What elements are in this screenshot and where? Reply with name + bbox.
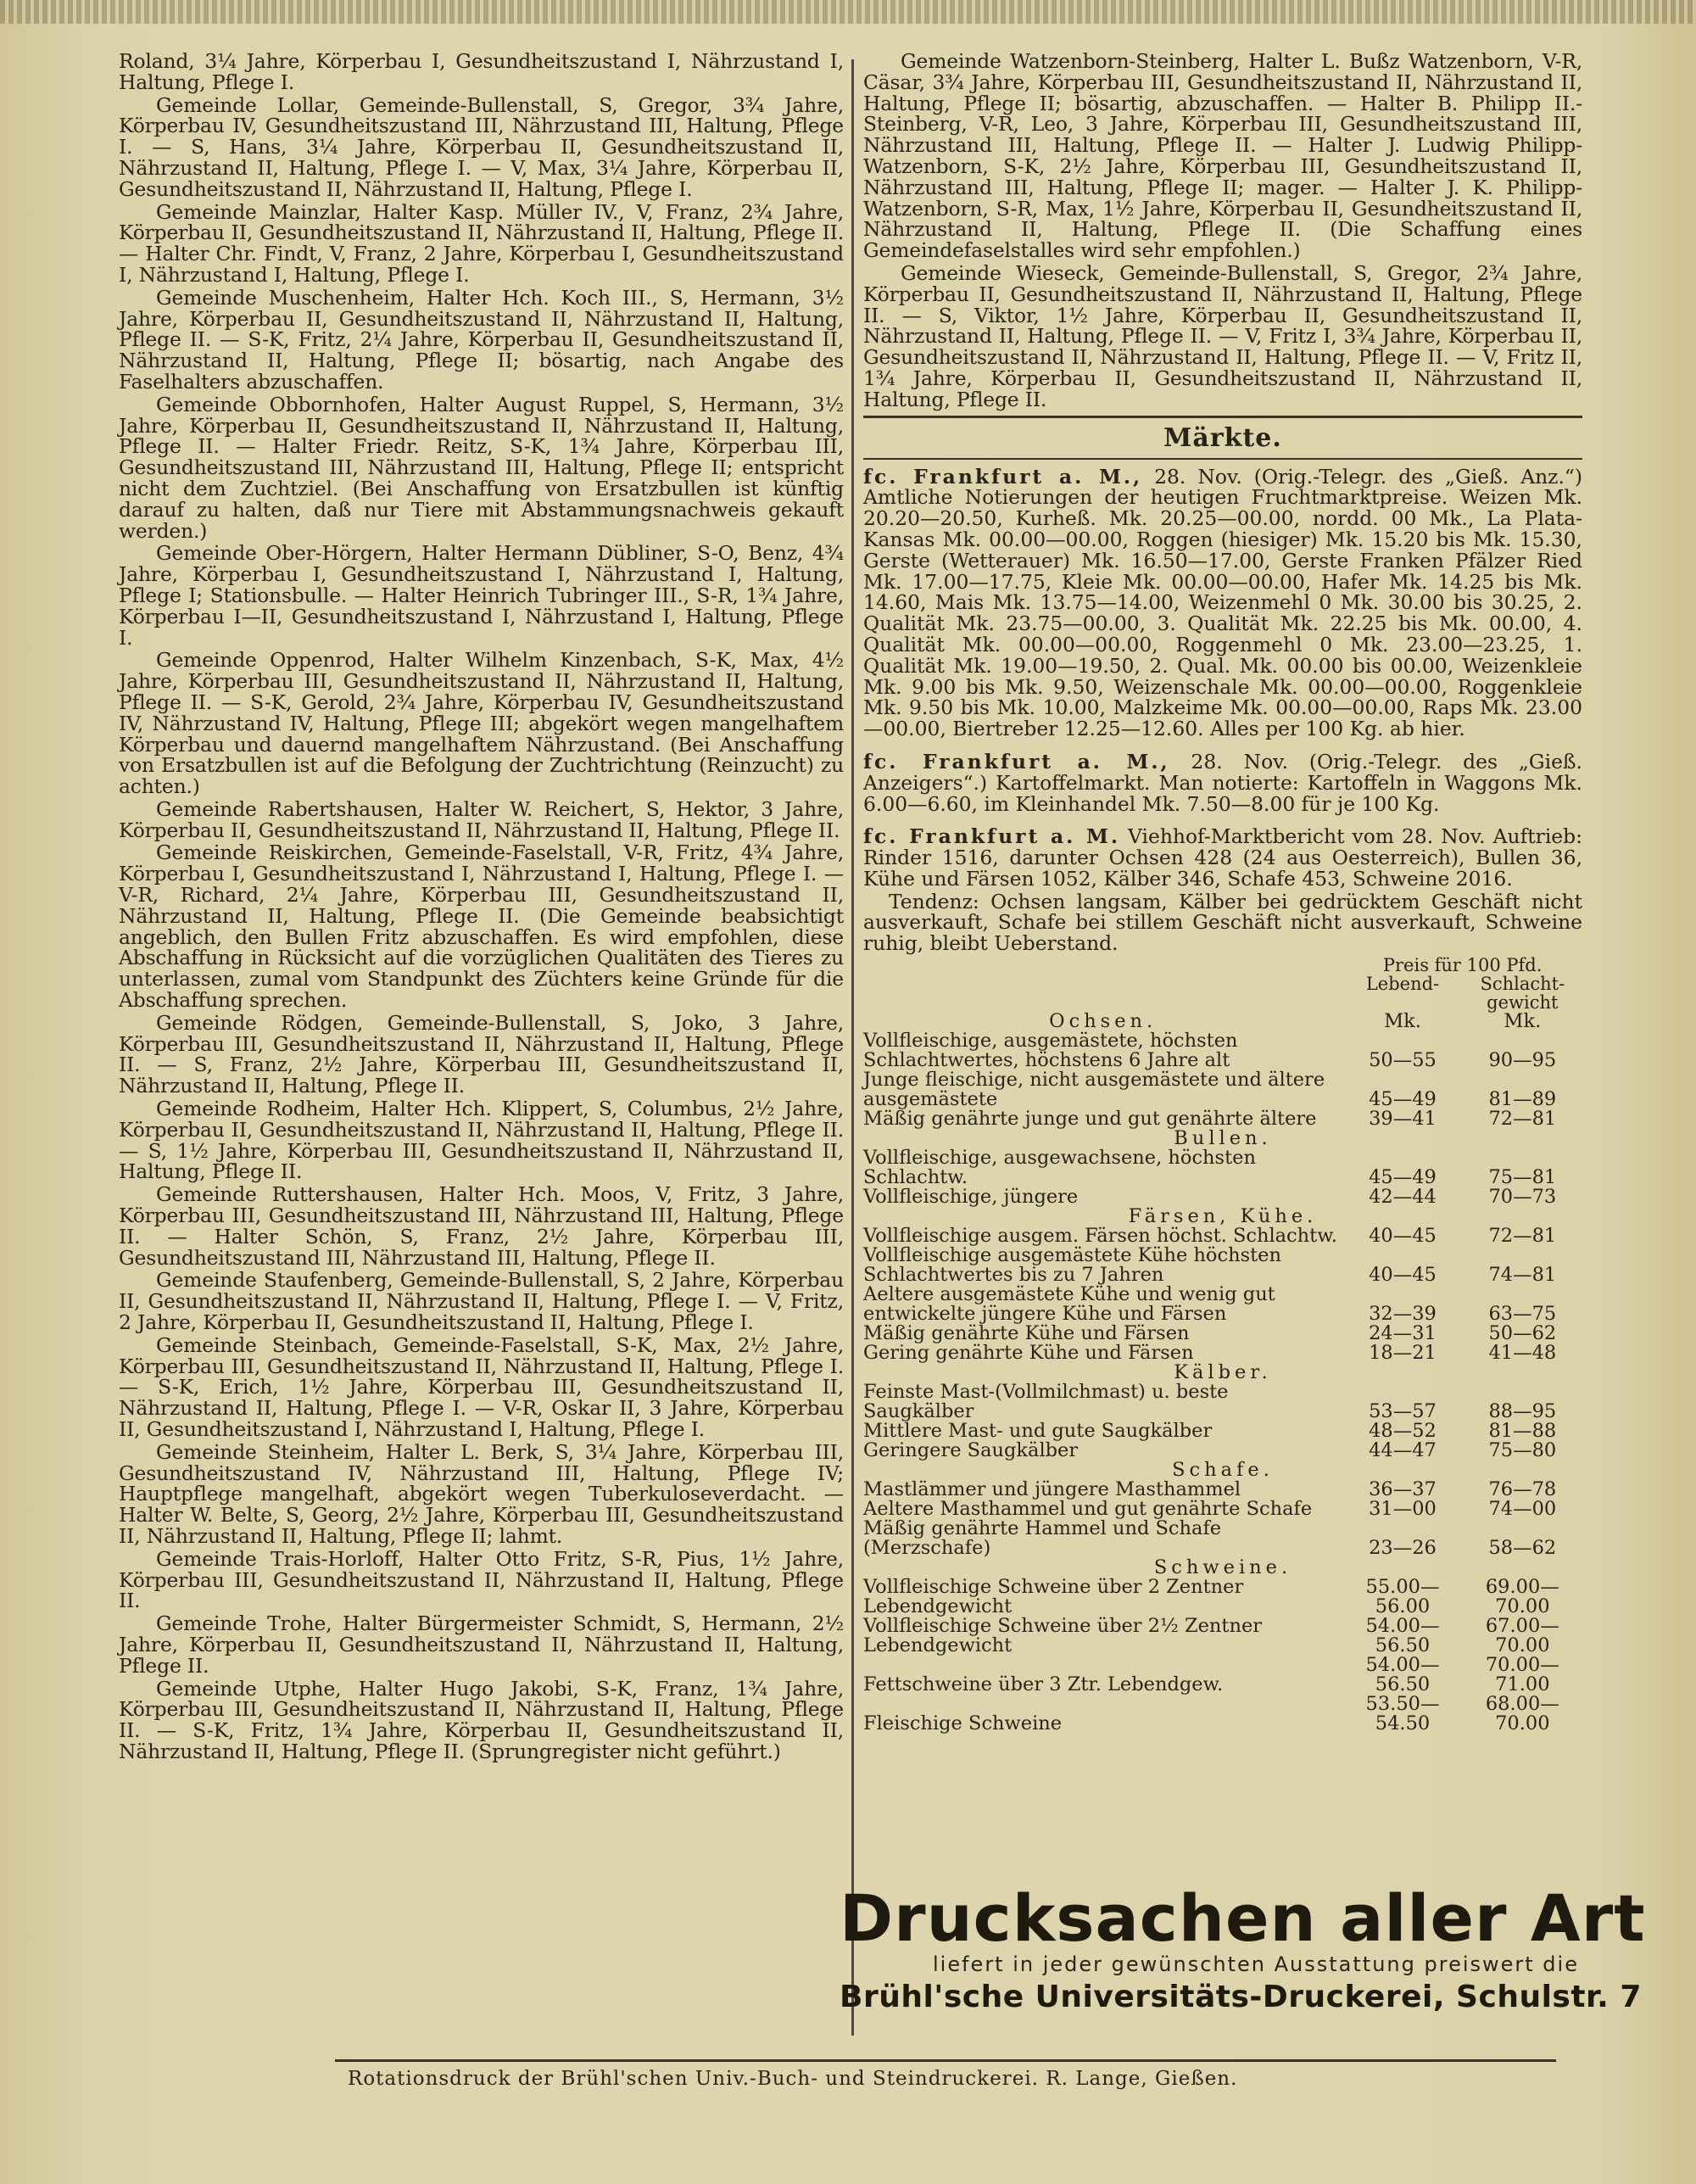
price-row-label: Mäßig genährte Hammel und Schafe (Merzschafe) — [863, 1517, 1222, 1560]
breeding-bull-entry: Gemeinde Steinbach, Gemeinde-Faselstall, S-K, Max, 2½ Jahre, Körperbau III, Gesundheitszustand II, Nährzustand II, Haltung, Pflege I. — S-K, Erich, 1½ Jahre, Körperbau III, Gesundheitszustand II, Nährzustand II, Haltung, Pflege I. — V-R, Oskar II, 3 Jahre, Körperbau II, Gesundheitszustand I, Nährzustand I, Haltung, Pflege I. — [119, 1332, 844, 1441]
price-row — [863, 1246, 1582, 1285]
price-row-label: Vollfleischige Schweine über 2 Zentner Lebendgewicht — [863, 1576, 1244, 1618]
price-live-weight: 24—31 — [1369, 1322, 1437, 1345]
price-live-weight: 54.00—56.50 — [1365, 1654, 1440, 1696]
unit-slaughter: Mk. — [1504, 1010, 1542, 1033]
breeding-bull-entry: Gemeinde Watzenborn-Steinberg, Halter L. Bußz Watzenborn, V-R, Cäsar, 3¾ Jahre, Körperbau III, Gesundheitszustand II, Nährzustand II, Haltung, Pflege II; bösartig, abzuschaffen. — Halter B. Philipp II.-Steinberg, V-R, Leo, 3 Jahre, Körperbau III, Gesundheitszustand III, Nährzustand III, Haltung, Pflege II. — Halter J. Ludwig Philipp-Watzenborn, S-K, 2½ Jahre, Körperbau III, Gesundheitszustand II, Nährzustand III, Haltung, Pflege II; mager. — Halter J. K. Philipp-Watzenborn, S-R, Max, 1½ Jahre, Körperbau II, Gesundheitszustand II, Nährzustand II, Haltung, Pflege II. (Die Schaffung eines Gemeindefaselstalles wird sehr empfohlen.) — [863, 49, 1582, 263]
footer-rule — [335, 2059, 1556, 2062]
price-live-weight: 48—52 — [1369, 1420, 1437, 1443]
price-slaughter-weight: 69.00—70.00 — [1485, 1576, 1559, 1618]
price-slaughter-weight: 76—78 — [1488, 1478, 1557, 1501]
price-slaughter-weight: 72—81 — [1488, 1108, 1557, 1131]
price-live-weight: 18—21 — [1369, 1342, 1437, 1365]
right-column — [863, 51, 1582, 1734]
livestock-price-table — [863, 956, 1582, 1734]
price-slaughter-weight: 75—81 — [1488, 1166, 1557, 1189]
price-row-label: Vollfleischige ausgemästete Kühe höchsten Schlachtwertes bis zu 7 Jahren — [863, 1244, 1281, 1287]
breeding-bull-entry: Gemeinde Utphe, Halter Hugo Jakobi, S-K, Franz, 1¾ Jahre, Körperbau III, Gesundheitszustand II, Nährzustand II, Haltung, Pflege II. — S-K, Fritz, 1¾ Jahre, Körperbau II, Gesundheitszustand II, Nährzustand II, Haltung, Pflege II. (Sprungregister nicht geführt.) — [119, 1676, 844, 1763]
price-group-name: Ochsen. — [1049, 1010, 1158, 1033]
price-header-row — [863, 956, 1582, 975]
price-row — [863, 1578, 1582, 1617]
top-edge-strip — [0, 0, 1696, 24]
price-header-row — [863, 993, 1582, 1012]
price-row-label: Vollfleischige ausgem. Färsen höchst. Schlachtw. — [863, 1225, 1337, 1248]
report-text: 28. Nov. (Orig.-Telegr. des „Gieß. Anz.“) Amtliche Notierungen der heutigen Fruchtmarktpreise. Weizen Mk. 20.20—20.50, Kurheß. Mk. 20.25—00.00, nordd. 00 Mk., La Plata-Kansas Mk. 00.00—00.00, Roggen (hiesiger) Mk. 15.20 bis Mk. 15.30, Gerste (Wetterauer) Mk. 16.50—17.00, Gerste Franken Pfälzer Ried Mk. 17.00—17.75, Kleie Mk. 00.00—00.00, Hafer Mk. 14.25 bis Mk. 14.60, Mais Mk. 13.75—14.00, Weizenmehl 0 Mk. 30.00 bis 30.25, 2. Qualität Mk. 23.75—00.00, 3. Qualität Mk. 22.25 bis Mk. 00.00, 4. Qualität Mk. 00.00—00.00, Roggenmehl 0 Mk. 23.00—23.25, 1. Qualität Mk. 19.00—19.50, 2. Qual. Mk. 00.00 bis 00.00, Weizenkleie Mk. 9.00 bis Mk. 9.50, Weizenschale Mk. 00.00—00.00, Roggenkleie Mk. 9.50 bis Mk. 10.00, Malzkeime Mk. 00.00—00.00, Raps Mk. 23.00—00.00, Biertreber 12.25—12.60. Alles per 100 Kg. ab hier. — [863, 464, 1582, 741]
price-row-label: Mäßig genährte Kühe und Färsen — [863, 1322, 1190, 1345]
price-live-weight: 36—37 — [1369, 1478, 1437, 1501]
price-row-label: Mittlere Mast- und gute Saugkälber — [863, 1420, 1213, 1443]
price-group-row — [863, 1461, 1582, 1480]
breeding-bull-entry: Gemeinde Ruttershausen, Halter Hch. Moos, V, Fritz, 3 Jahre, Körperbau III, Gesundheitszustand III, Nährzustand III, Haltung, Pflege II. — Halter Schön, S, Franz, 2½ Jahre, Körperbau III, Gesundheitszustand III, Nährzustand III, Haltung, Pflege II. — [119, 1182, 844, 1270]
markets-heading: Märkte. — [1163, 422, 1282, 453]
ad-printer-name: Brühl'sche Universitäts-Druckerei, Schulstr. 7 — [840, 1980, 1642, 2014]
price-live-weight: 53.50—54.50 — [1365, 1693, 1440, 1735]
price-slaughter-weight: 58—62 — [1488, 1537, 1557, 1560]
price-row-label: Aeltere Masthammel und gut genährte Schafe — [863, 1498, 1313, 1521]
price-row — [863, 1031, 1582, 1070]
price-row-label: Vollfleischige Schweine über 2½ Zentner Lebendgewicht — [863, 1615, 1263, 1657]
breeding-bull-entry: Gemeinde Trais-Horloff, Halter Otto Fritz, S-R, Pius, 1½ Jahre, Körperbau III, Gesundheitszustand II, Nährzustand II, Haltung, Pflege II. — [119, 1546, 844, 1613]
price-slaughter-weight: 72—81 — [1488, 1225, 1557, 1248]
price-slaughter-weight: 50—62 — [1488, 1322, 1557, 1345]
breeding-bull-entry: Gemeinde Steinheim, Halter L. Berk, S, 3¼ Jahre, Körperbau III, Gesundheitszustand IV, Nährzustand III, Haltung, Pflege IV; Hauptpflege mangelhaft, abgekört wegen Tuberkuloseverdacht. — Halter W. Belte, S, Georg, 2½ Jahre, Körperbau III, Gesundheitszustand II, Nährzustand II, Haltung, Pflege II; lahmt. — [119, 1439, 844, 1548]
price-slaughter-weight: 41—48 — [1488, 1342, 1557, 1365]
price-live-weight: 54.00—56.50 — [1365, 1615, 1440, 1657]
price-header-row — [863, 975, 1582, 993]
price-slaughter-weight: 81—88 — [1488, 1420, 1557, 1443]
breeding-bull-entry: Gemeinde Lollar, Gemeinde-Bullenstall, S, Gregor, 3¾ Jahre, Körperbau IV, Gesundheitszustand III, Nährzustand III, Haltung, Pflege I. — S, Hans, 3¼ Jahre, Körperbau II, Gesundheitszustand II, Nährzustand II, Haltung, Pflege I. — V, Max, 3¼ Jahre, Körperbau II, Gesundheitszustand II, Nährzustand II, Haltung, Pflege I. — [119, 92, 844, 201]
price-live-weight: 39—41 — [1369, 1108, 1437, 1131]
price-row — [863, 1617, 1582, 1656]
price-live-weight: 31—00 — [1369, 1498, 1437, 1521]
breeding-bull-entry: Gemeinde Trohe, Halter Bürgermeister Schmidt, S, Hermann, 2½ Jahre, Körperbau II, Gesundheitszustand II, Nährzustand II, Haltung, Pflege II. — [119, 1611, 844, 1678]
price-live-weight: 50—55 — [1369, 1049, 1437, 1072]
price-live-weight: 44—47 — [1369, 1439, 1437, 1462]
price-group-name: Färsen, Kühe. — [1128, 1205, 1318, 1228]
breeding-bull-entry: Gemeinde Rödgen, Gemeinde-Bullenstall, S, Joko, 3 Jahre, Körperbau III, Gesundheitszustand II, Nährzustand II, Haltung, Pflege II. — S, Franz, 2½ Jahre, Körperbau III, Gesundheitszustand II, Nährzustand II, Haltung, Pflege II. — [119, 1010, 844, 1098]
price-row-label: Gering genährte Kühe und Färsen — [863, 1342, 1194, 1365]
report-dateline: fc. Frankfurt a. M., — [863, 464, 1143, 489]
heading-rule — [863, 458, 1582, 460]
price-live-weight: 40—45 — [1369, 1264, 1437, 1287]
breeding-bull-entry: Gemeinde Ober-Hörgern, Halter Hermann Dübliner, S-O, Benz, 4¾ Jahre, Körperbau I, Gesundheitszustand I, Nährzustand I, Haltung, Pflege I; Stationsbulle. — Halter Heinrich Tubringer III., S-R, 1¾ Jahre, Körperbau I—II, Gesundheitszustand I, Nährzustand I, Haltung, Pflege I. — [119, 541, 844, 650]
breeding-report-continued — [863, 51, 1582, 411]
price-row-label: Geringere Saugkälber — [863, 1439, 1079, 1462]
price-group-name: Schafe. — [1172, 1459, 1274, 1482]
breeding-bull-entry: Gemeinde Staufenberg, Gemeinde-Bullenstall, S, 2 Jahre, Körperbau II, Gesundheitszustand II, Nährzustand II, Haltung, Pflege I. — V, Fritz, 2 Jahre, Körperbau II, Gesundheitszustand II, Haltung, Pflege I. — [119, 1268, 844, 1335]
price-row-label: Mastlämmer und jüngere Masthammel — [863, 1478, 1241, 1501]
price-row-label: Vollfleischige, ausgewachsene, höchsten Schlachtw. — [863, 1147, 1256, 1189]
report-text: 28. Nov. (Orig.-Telegr. des „Gieß. Anzeigers“.) Kartoffelmarkt. Man notierte: Kartoffeln in Waggons Mk. 6.00—6.60, im Kleinhandel Mk. 7.50—8.00 für je 100 Kg. — [863, 749, 1582, 816]
price-slaughter-weight: 63—75 — [1488, 1303, 1557, 1326]
breeding-bull-entry: Gemeinde Rabertshausen, Halter W. Reichert, S, Hektor, 3 Jahre, Körperbau II, Gesundheitszustand II, Nährzustand II, Haltung, Pflege II. — [119, 796, 844, 842]
price-row — [863, 1343, 1582, 1363]
price-row-label: Mäßig genährte junge und gut genährte ältere — [863, 1108, 1317, 1131]
report-dateline: fc. Frankfurt a. M. — [863, 824, 1121, 849]
price-live-weight: 55.00—56.00 — [1365, 1576, 1440, 1618]
price-slaughter-weight: 81—89 — [1488, 1088, 1557, 1111]
print-shop-advertisement — [840, 1880, 1646, 2044]
col-header-live: Lebend- — [1365, 974, 1440, 995]
price-row — [863, 1656, 1582, 1695]
price-slaughter-weight: 67.00—70.00 — [1485, 1615, 1559, 1657]
breeding-bull-entry: Gemeinde Obbornhofen, Halter August Ruppel, S, Hermann, 3½ Jahre, Körperbau II, Gesundheitszustand II, Nährzustand II, Haltung, Pflege II. — Halter Friedr. Reitz, S-K, 1¾ Jahre, Körperbau III, Gesundheitszustand III, Nährzustand III, Haltung, Pflege II; entspricht nicht dem Zuchtziel. (Bei Anschaffung von Ersatzbullen ist künftig darauf zu halten, daß nur Tiere mit Abstammungsnachweis gekauft werden.) — [119, 392, 844, 543]
breeding-bull-entry: Roland, 3¼ Jahre, Körperbau I, Gesundheitszustand I, Nährzustand I, Haltung, Pflege I. — [119, 49, 844, 94]
price-row — [863, 1285, 1582, 1324]
market-tendency: Tendenz: Ochsen langsam, Kälber bei gedrücktem Geschäft nicht ausverkauft, Schafe bei stillem Geschäft nicht ausverkauft, Schweine ruhig, bleibt Ueberstand. — [863, 889, 1582, 956]
price-row — [863, 1109, 1582, 1129]
price-slaughter-weight: 75—80 — [1488, 1439, 1557, 1462]
imprint-footer: Rotationsdruck der Brühl'schen Univ.-Buch- und Steindruckerei. R. Lange, Gießen. — [348, 2068, 1238, 2090]
price-group-name: Kälber. — [1174, 1361, 1272, 1384]
unit-live: Mk. — [1384, 1010, 1421, 1033]
price-live-weight: 40—45 — [1369, 1225, 1437, 1248]
price-row-label: Fettschweine über 3 Ztr. Lebendgew. — [863, 1673, 1224, 1696]
price-slaughter-weight: 68.00—70.00 — [1485, 1693, 1559, 1735]
price-live-weight: 45—49 — [1369, 1166, 1437, 1189]
col-header-slaughter: Schlacht- — [1480, 974, 1565, 995]
price-group-row — [863, 1012, 1582, 1031]
price-group-row — [863, 1363, 1582, 1382]
price-row-label: Fleischige Schweine — [863, 1712, 1063, 1735]
price-slaughter-weight: 70.00—71.00 — [1485, 1654, 1559, 1696]
breeding-bull-entry: Gemeinde Oppenrod, Halter Wilhelm Kinzenbach, S-K, Max, 4½ Jahre, Körperbau III, Gesundheitszustand II, Nährzustand II, Haltung, Pflege II. — S-K, Gerold, 2¾ Jahre, Körperbau IV, Gesundheitszustand IV, Nährzustand IV, Haltung, Pflege III; abgekört wegen mangelhaftem Körperbau und dauernd mangelhaftem Nährzustand. (Bei Anschaffung von Ersatzbullen ist auf die Befolgung der Zuchtrichtung (Reinzucht) zu achten.) — [119, 648, 844, 799]
price-row — [863, 1500, 1582, 1519]
price-live-weight: 32—39 — [1369, 1303, 1437, 1326]
price-group-row — [863, 1558, 1582, 1578]
breeding-bull-entry: Gemeinde Reiskirchen, Gemeinde-Faselstall, V-R, Fritz, 4¾ Jahre, Körperbau I, Gesundheitszustand I, Nährzustand I, Haltung, Pflege I. — V-R, Richard, 2¼ Jahre, Körperbau III, Gesundheitszustand II, Nährzustand II, Haltung, Pflege II. (Die Gemeinde beabsichtigt angeblich, den Bullen Fritz abzuschaffen. Es wird empfohlen, diese Abschaffung in Rücksicht auf die vorzüglichen Qualitäten des Tieres zu unterlassen, zumal vom Standpunkt des Züchters keine Gründe für die Abschaffung sprechen. — [119, 841, 844, 1013]
price-row — [863, 1695, 1582, 1734]
ad-subline: liefert in jeder gewünschten Ausstattung preiswert die — [933, 1952, 1579, 1976]
price-row — [863, 1441, 1582, 1461]
price-group-name: Schweine. — [1153, 1556, 1292, 1579]
price-header-title: Preis für 100 Pfd. — [1382, 955, 1543, 976]
price-slaughter-weight: 74—81 — [1488, 1264, 1557, 1287]
price-row — [863, 1187, 1582, 1207]
price-group-row — [863, 1207, 1582, 1226]
price-live-weight: 42—44 — [1369, 1186, 1437, 1209]
breeding-bull-entry: Gemeinde Muschenheim, Halter Hch. Koch III., S, Hermann, 3½ Jahre, Körperbau II, Gesundheitszustand II, Nährzustand II, Haltung, Pflege II. — S-K, Fritz, 2¼ Jahre, Körperbau II, Gesundheitszustand II, Nährzustand II, Haltung, Pflege II; bösartig, nach Angabe des Faselhalters abzuschaffen. — [119, 285, 844, 394]
price-row — [863, 1324, 1582, 1343]
price-slaughter-weight: 70—73 — [1488, 1186, 1557, 1209]
price-row — [863, 1422, 1582, 1441]
price-slaughter-weight: 74—00 — [1488, 1498, 1557, 1521]
price-slaughter-weight: 88—95 — [1488, 1400, 1557, 1423]
cattle-market-report — [863, 826, 1582, 889]
price-row — [863, 1519, 1582, 1558]
report-dateline: fc. Frankfurt a. M., — [863, 749, 1170, 774]
potato-market-report — [863, 751, 1582, 814]
col-header-weight: gewicht — [1487, 992, 1559, 1014]
price-row — [863, 1070, 1582, 1109]
price-row-label: Aeltere ausgemästete Kühe und wenig gut entwickelte jüngere Kühe und Färsen — [863, 1283, 1275, 1326]
price-row — [863, 1382, 1582, 1422]
price-row — [863, 1226, 1582, 1246]
price-live-weight: 23—26 — [1369, 1537, 1437, 1560]
price-row-label: Junge fleischige, nicht ausgemästete und ältere ausgemästete — [863, 1069, 1325, 1111]
breeding-bull-entry: Gemeinde Wieseck, Gemeinde-Bullenstall, S, Gregor, 2¾ Jahre, Körperbau II, Gesundheitszustand II, Nährzustand II, Haltung, Pflege II. — S, Viktor, 1½ Jahre, Körperbau II, Gesundheitszustand II, Nährzustand II, Haltung, Pflege II. — V, Fritz I, 3¾ Jahre, Körperbau II, Gesundheitszustand II, Nährzustand II, Haltung, Pflege II. — V, Fritz II, 1¾ Jahre, Körperbau II, Gesundheitszustand II, Nährzustand II, Haltung, Pflege II. — [863, 260, 1582, 411]
report-text: Viehhof-Marktbericht vom 28. Nov. Auftrieb: Rinder 1516, darunter Ochsen 428 (24 aus Oesterreich), Bullen 36, Kühe und Färsen 1052, Kälber 346, Schafe 453, Schweine 2016. — [863, 824, 1582, 891]
grain-market-report — [863, 466, 1582, 740]
ad-headline: Drucksachen aller Art — [840, 1880, 1646, 1956]
column-divider — [851, 59, 854, 2036]
price-live-weight: 45—49 — [1369, 1088, 1437, 1111]
price-live-weight: 53—57 — [1369, 1400, 1437, 1423]
section-rule — [863, 416, 1582, 418]
price-slaughter-weight: 90—95 — [1488, 1049, 1557, 1072]
left-column — [119, 51, 844, 1764]
price-row-label: Vollfleischige, ausgemästete, höchsten Schlachtwertes, höchstens 6 Jahre alt — [863, 1030, 1238, 1072]
breeding-bull-entry: Gemeinde Rodheim, Halter Hch. Klippert, S, Columbus, 2½ Jahre, Körperbau II, Gesundheitszustand II, Nährzustand II, Haltung, Pflege II. — S, 1½ Jahre, Körperbau III, Gesundheitszustand II, Nährzustand II, Haltung, Pflege II. — [119, 1097, 844, 1184]
price-row — [863, 1148, 1582, 1187]
breeding-bull-entry: Gemeinde Mainzlar, Halter Kasp. Müller IV., V, Franz, 2¾ Jahre, Körperbau II, Gesundheitszustand II, Nährzustand II, Haltung, Pflege II. — Halter Chr. Findt, V, Franz, 2 Jahre, Körperbau I, Gesundheitszustand I, Nährzustand I, Haltung, Pflege I. — [119, 199, 844, 287]
price-row — [863, 1480, 1582, 1500]
price-group-name: Bullen. — [1174, 1127, 1272, 1150]
price-group-row — [863, 1129, 1582, 1148]
price-row-label: Vollfleischige, jüngere — [863, 1186, 1079, 1209]
price-row-label: Feinste Mast-(Vollmilchmast) u. beste Saugkälber — [863, 1381, 1229, 1423]
